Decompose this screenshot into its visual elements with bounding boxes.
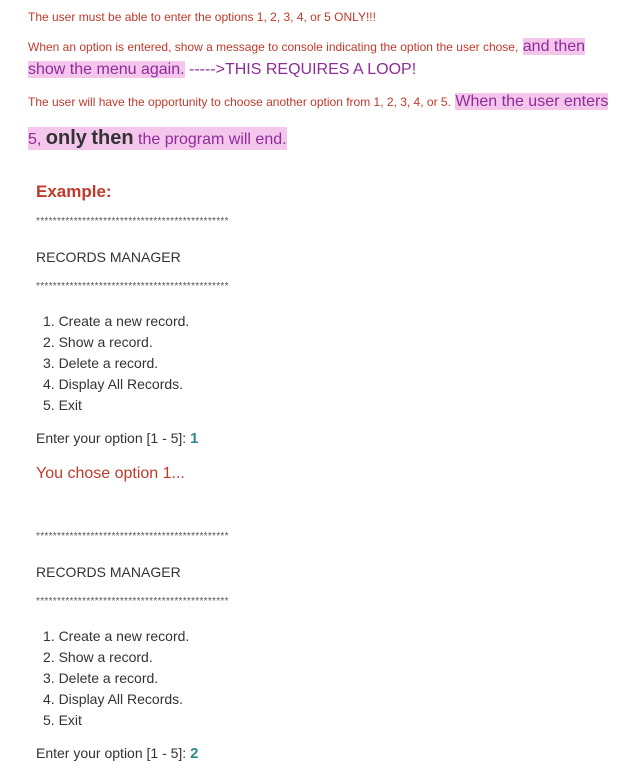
menu-item-create: 1. Create a new record.: [43, 628, 190, 644]
requirement-line-5-end: the program will end.: [138, 131, 287, 148]
requirement-line-1: The user must be able to enter the options 1, 2, 3, 4, or 5 ONLY!!!: [28, 10, 376, 24]
requirement-line-5-then: then: [91, 127, 134, 149]
separator-stars: **********************************************: [36, 531, 229, 542]
menu-item-show: 2. Show a record.: [43, 649, 153, 665]
option-prompt-label: Enter your option [1 - 5]:: [36, 745, 187, 761]
option-prompt-label: Enter your option [1 - 5]:: [36, 430, 187, 446]
requirement-line-3: [28, 61, 416, 79]
requirement-line-5-five: 5,: [28, 131, 42, 148]
menu-item-exit: 5. Exit: [43, 397, 82, 413]
requirement-line-5: [28, 127, 287, 150]
requirement-line-3-highlight: show the menu again.: [28, 61, 185, 78]
menu-item-exit: 5. Exit: [43, 712, 82, 728]
option-input-value: 2: [190, 745, 199, 762]
menu-item-create: 1. Create a new record.: [43, 313, 190, 329]
menu-item-delete: 3. Delete a record.: [43, 355, 159, 371]
menu-item-show: 2. Show a record.: [43, 334, 153, 350]
option-input-value: 1: [190, 430, 199, 447]
menu-item-delete: 3. Delete a record.: [43, 670, 159, 686]
requirement-line-5-only: only: [45, 127, 87, 149]
requirement-line-4: [28, 93, 608, 111]
requirement-line-2: [28, 38, 585, 56]
requirement-line-2-highlight: and then: [522, 38, 586, 55]
option-prompt: [36, 430, 198, 447]
example-heading: Example:: [36, 182, 112, 201]
requirement-line-2-text: When an option is entered, show a message to console indicating the option the user chose,: [28, 40, 519, 54]
separator-stars: **********************************************: [36, 281, 229, 292]
requirement-line-4-text: The user will have the opportunity to choose another option from 1, 2, 3, 4, or 5.: [28, 95, 451, 109]
records-manager-title: RECORDS MANAGER: [36, 564, 181, 580]
menu-item-display-all: 4. Display All Records.: [43, 376, 184, 392]
menu-item-display-all: 4. Display All Records.: [43, 691, 184, 707]
separator-stars: **********************************************: [36, 596, 229, 607]
choice-message: You chose option 1...: [36, 465, 185, 482]
records-manager-title: RECORDS MANAGER: [36, 249, 181, 265]
separator-stars: **********************************************: [36, 216, 229, 227]
loop-requirement-note: ----->THIS REQUIRES A LOOP!: [184, 61, 417, 78]
requirement-line-4-highlight: When the user enters: [455, 93, 609, 110]
option-prompt: [36, 745, 198, 762]
